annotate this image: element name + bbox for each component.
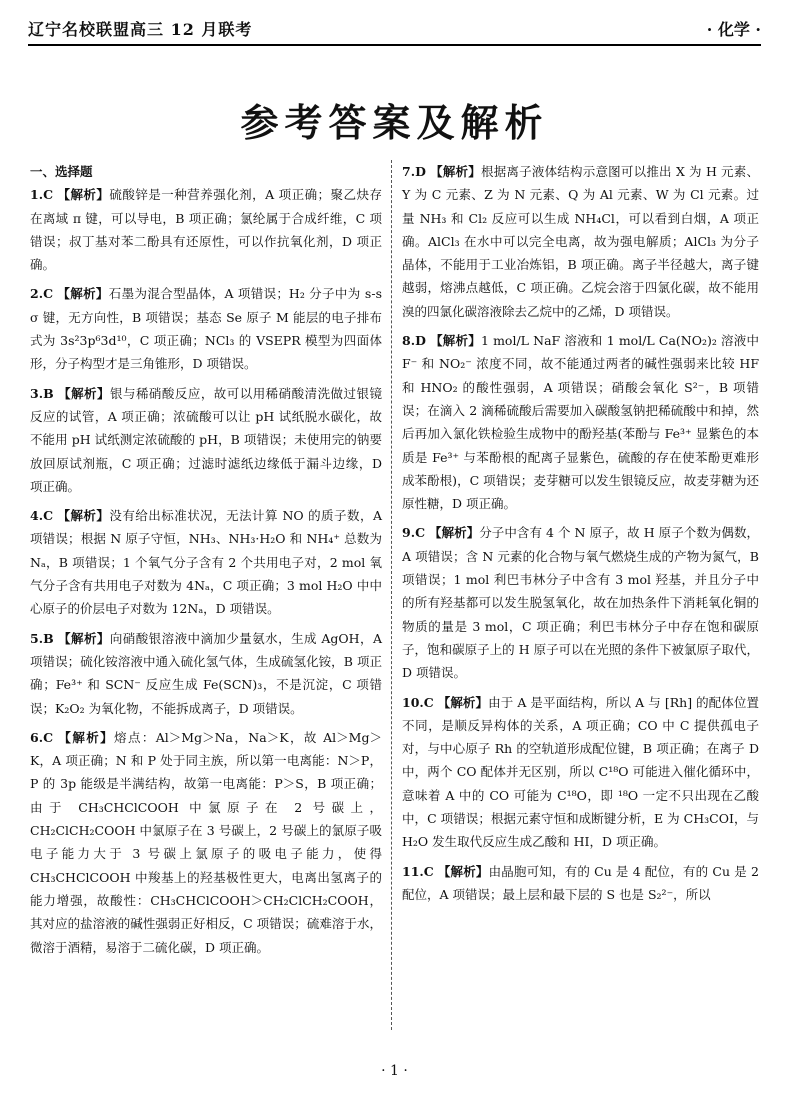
item-tag: 【解析】 — [430, 333, 481, 349]
item-number: 2. — [30, 286, 44, 302]
item-answer: C — [415, 525, 426, 541]
item-answer: C — [43, 286, 54, 302]
item-answer: C — [43, 187, 54, 203]
item-answer: B — [43, 630, 54, 646]
item-answer: C — [43, 508, 54, 524]
item-tag: 【解析】 — [57, 286, 109, 302]
item-text: 熔点：Al＞Mg＞Na，Na＞K，故 Al＞Mg＞K，A 项正确；N 和 P 处于同主族，所以第一电离能：N＞P，P 的 3p 能级是半满结构，故第一电离能：P＞S，B 项正确；由于 CH₃CHClCOOH 中氯原子在 2 号碳上，CH₂ClCH₂COOH 中氯原子在 3 号碳上，2 号碳上的氯原子吸电子能力大于 3 号碳上氯原子的吸电子能力，使得 CH₃CHClCOOH 中羧基上的羟基极性更大，电离出氢离子的能力增强，故酸性：CH₃CHClCOOH＞CH₂ClCH₂COOH，其对应的盐溶液的碱性强弱正好相反，C 项错误；硫难溶于水，微溶于酒精，易溶于二硫化碳，D 项正确。 — [30, 729, 382, 955]
answer-item-8 — [402, 329, 759, 515]
subject-label: · 化学 · — [706, 20, 761, 39]
page-header — [28, 8, 761, 46]
item-tag: 【解析】 — [429, 525, 480, 541]
item-tag: 【解析】 — [57, 187, 110, 203]
answer-item-9 — [402, 521, 759, 684]
item-answer: D — [415, 333, 426, 349]
item-text: 由于 A 是平面结构，所以 A 与 [Rh] 的配体位置不同，是顺反异构体的关系，A 项正确；CO 中 C 提供孤电子对，与中心原子 Rh 的空轨道形成配位键，B 项正确；在离子 D 中，两个 CO 配体并无区别，所以 C¹⁸O 可能进入催化循环中，意味着 A 中的 CO 可能为 C¹⁸O，即 ¹⁸O 一定不只出现在乙酸中，C 项错误；根据元素守恒和成断键分析，E 为 CH₃COI，与 H₂O 发生取代反应生成乙酸和 HI，D 项正确。 — [402, 694, 759, 850]
item-answer: C — [43, 729, 54, 745]
answer-item-5 — [30, 627, 382, 720]
item-text: 分子中含有 4 个 N 原子，故 H 原子个数为偶数，A 项错误；含 N 元素的化合物与氧气燃烧生成的产物为氮气，B 项错误；1 mol 利巴韦林分子中含有 3 mol 羟基，并且分子中的所有羟基都可以发生脱氢氧化，故在加热条件下消耗氧化铜的物质的量是 3 mol，C 项正确；利巴韦林分子中存在饱和碳原子，饱和碳原子上的 H 原子可以在光照的条件下被氯原子取代，D 项错误。 — [402, 525, 759, 681]
item-number: 8. — [402, 333, 416, 349]
item-answer: B — [43, 385, 54, 401]
item-tag: 【解析】 — [437, 863, 489, 879]
answer-item-6 — [30, 726, 382, 959]
page-title: 参考答案及解析 — [240, 101, 549, 145]
item-text: 由晶胞可知，有的 Cu 是 4 配位，有的 Cu 是 2 配位，A 项错误；最上层和最下层的 S 也是 S₂²⁻，所以 — [402, 863, 759, 902]
item-tag: 【解析】 — [58, 630, 110, 646]
item-text: 1 mol/L NaF 溶液和 1 mol/L Ca(NO₂)₂ 溶液中 F⁻ 和 NO₂⁻ 浓度不同，故不能通过两者的碱性强弱来比较 HF 和 HNO₂ 的酸性强弱，A 项错误；硝酸会氧化 S²⁻，B 项错误；在滴入 2 滴稀硫酸后需要加入碳酸氢钠把稀硫酸中和掉，然后再加入氯化铁检验生成物中的酚羟基(苯酚与 Fe³⁺ 显紫色的本质是 Fe³⁺ 与苯酚根的配离子显紫色，硫酸的存在使苯酚更难形成苯酚根)，C 项错误；麦芽糖可以发生银镜反应，故麦芽糖为还原性糖，D 项正确。 — [402, 333, 759, 512]
item-tag: 【解析】 — [430, 164, 481, 179]
item-text: 根据离子液体结构示意图可以推出 X 为 H 元素、Y 为 C 元素、Z 为 N 元素、Q 为 Al 元素、W 为 Cl 元素。过量 NH₃ 和 Cl₂ 反应可以生成 NH₄Cl，可以看到白烟，A 项正确。AlCl₃ 在水中可以完全电离，故为强电解质；AlCl₃ 为分子晶体，不能用于工业冶炼铝，B 项正确。离子半径越大，离子键越弱，熔沸点越低，C 项正确。乙烷会溶于四氯化碳，故不能用溴的四氯化碳溶液除去乙烷中的乙烯，D 项错误。 — [402, 164, 759, 319]
right-column — [402, 160, 759, 912]
answer-item-11 — [402, 860, 759, 907]
item-text: 石墨为混合型晶体，A 项错误；H₂ 分子中为 s-s σ 键，无方向性，B 项错误；基态 Se 原子 M 能层的电子排布式为 3s²3p⁶3d¹⁰，C 项正确；NCl₃ 的 VSEPR 模型为四面体形，分子构型才是三角锥形，D 项错误。 — [30, 286, 382, 372]
answer-item-2 — [30, 282, 382, 375]
page-number: · 1 · — [381, 1063, 408, 1079]
item-text: 硫酸锌是一种营养强化剂，A 项正确；聚乙炔存在离域 π 键，可以导电，B 项正确；氯纶属于合成纤维，C 项错误；叔丁基对苯二酚具有还原性，可以作抗氧化剂，D 项正确。 — [30, 187, 382, 273]
item-number: 1. — [30, 187, 44, 203]
item-text: 向硝酸银溶液中滴加少量氨水，生成 AgOH，A 项错误；硫化铵溶液中通入硫化氢气体，生成硫氢化铵，B 项正确；Fe³⁺ 和 SCN⁻ 反应生成 Fe(SCN)₃，不是沉淀，C 项错误；K₂O₂ 为氧化物，不能拆成离子，D 项错误。 — [30, 630, 382, 716]
item-number: 10. — [402, 694, 424, 710]
item-answer: C — [423, 863, 434, 879]
item-tag: 【解析】 — [57, 508, 110, 524]
answer-item-1 — [30, 183, 382, 276]
item-number: 11. — [402, 863, 424, 879]
answer-item-4 — [30, 504, 382, 620]
column-divider — [391, 160, 392, 1030]
item-number: 5. — [30, 630, 44, 646]
answer-item-10 — [402, 691, 759, 854]
item-answer: D — [415, 164, 426, 179]
exam-name: 辽宁名校联盟高三 12 月联考 — [28, 20, 253, 39]
item-tag: 【解析】 — [58, 385, 110, 401]
item-text: 没有给出标准状况，无法计算 NO 的质子数，A 项错误；根据 N 原子守恒，NH₃、NH₃·H₂O 和 NH₄⁺ 总数为 Nₐ，B 项错误；1 个氧气分子含有 2 个共用电子对，2 mol 氧气分子含有共用电子对数为 4Nₐ，C 项正确；3 mol H₂O 中中心原子的价层电子对数为 12Nₐ，D 项错误。 — [30, 508, 382, 617]
item-text: 银与稀硝酸反应，故可以用稀硝酸清洗做过银镜反应的试管，A 项正确；浓硫酸可以让 pH 试纸脱水碳化，故不能用 pH 试纸测定浓硫酸的 pH，B 项错误；未使用完的钠要放回原试剂瓶，C 项正确；过滤时滤纸边缘低于漏斗边缘，D 项正确。 — [30, 385, 382, 494]
item-tag: 【解析】 — [437, 694, 489, 710]
item-number: 3. — [30, 385, 44, 401]
item-number: 6. — [30, 729, 44, 745]
left-column — [30, 160, 382, 965]
item-number: 7. — [402, 164, 416, 179]
item-tag: 【解析】 — [58, 729, 115, 745]
item-number: 9. — [402, 525, 416, 541]
answer-item-3 — [30, 382, 382, 498]
section-heading: 一、选择题 — [30, 164, 93, 179]
item-answer: C — [423, 694, 434, 710]
item-number: 4. — [30, 508, 44, 524]
answer-item-7 — [402, 160, 759, 323]
